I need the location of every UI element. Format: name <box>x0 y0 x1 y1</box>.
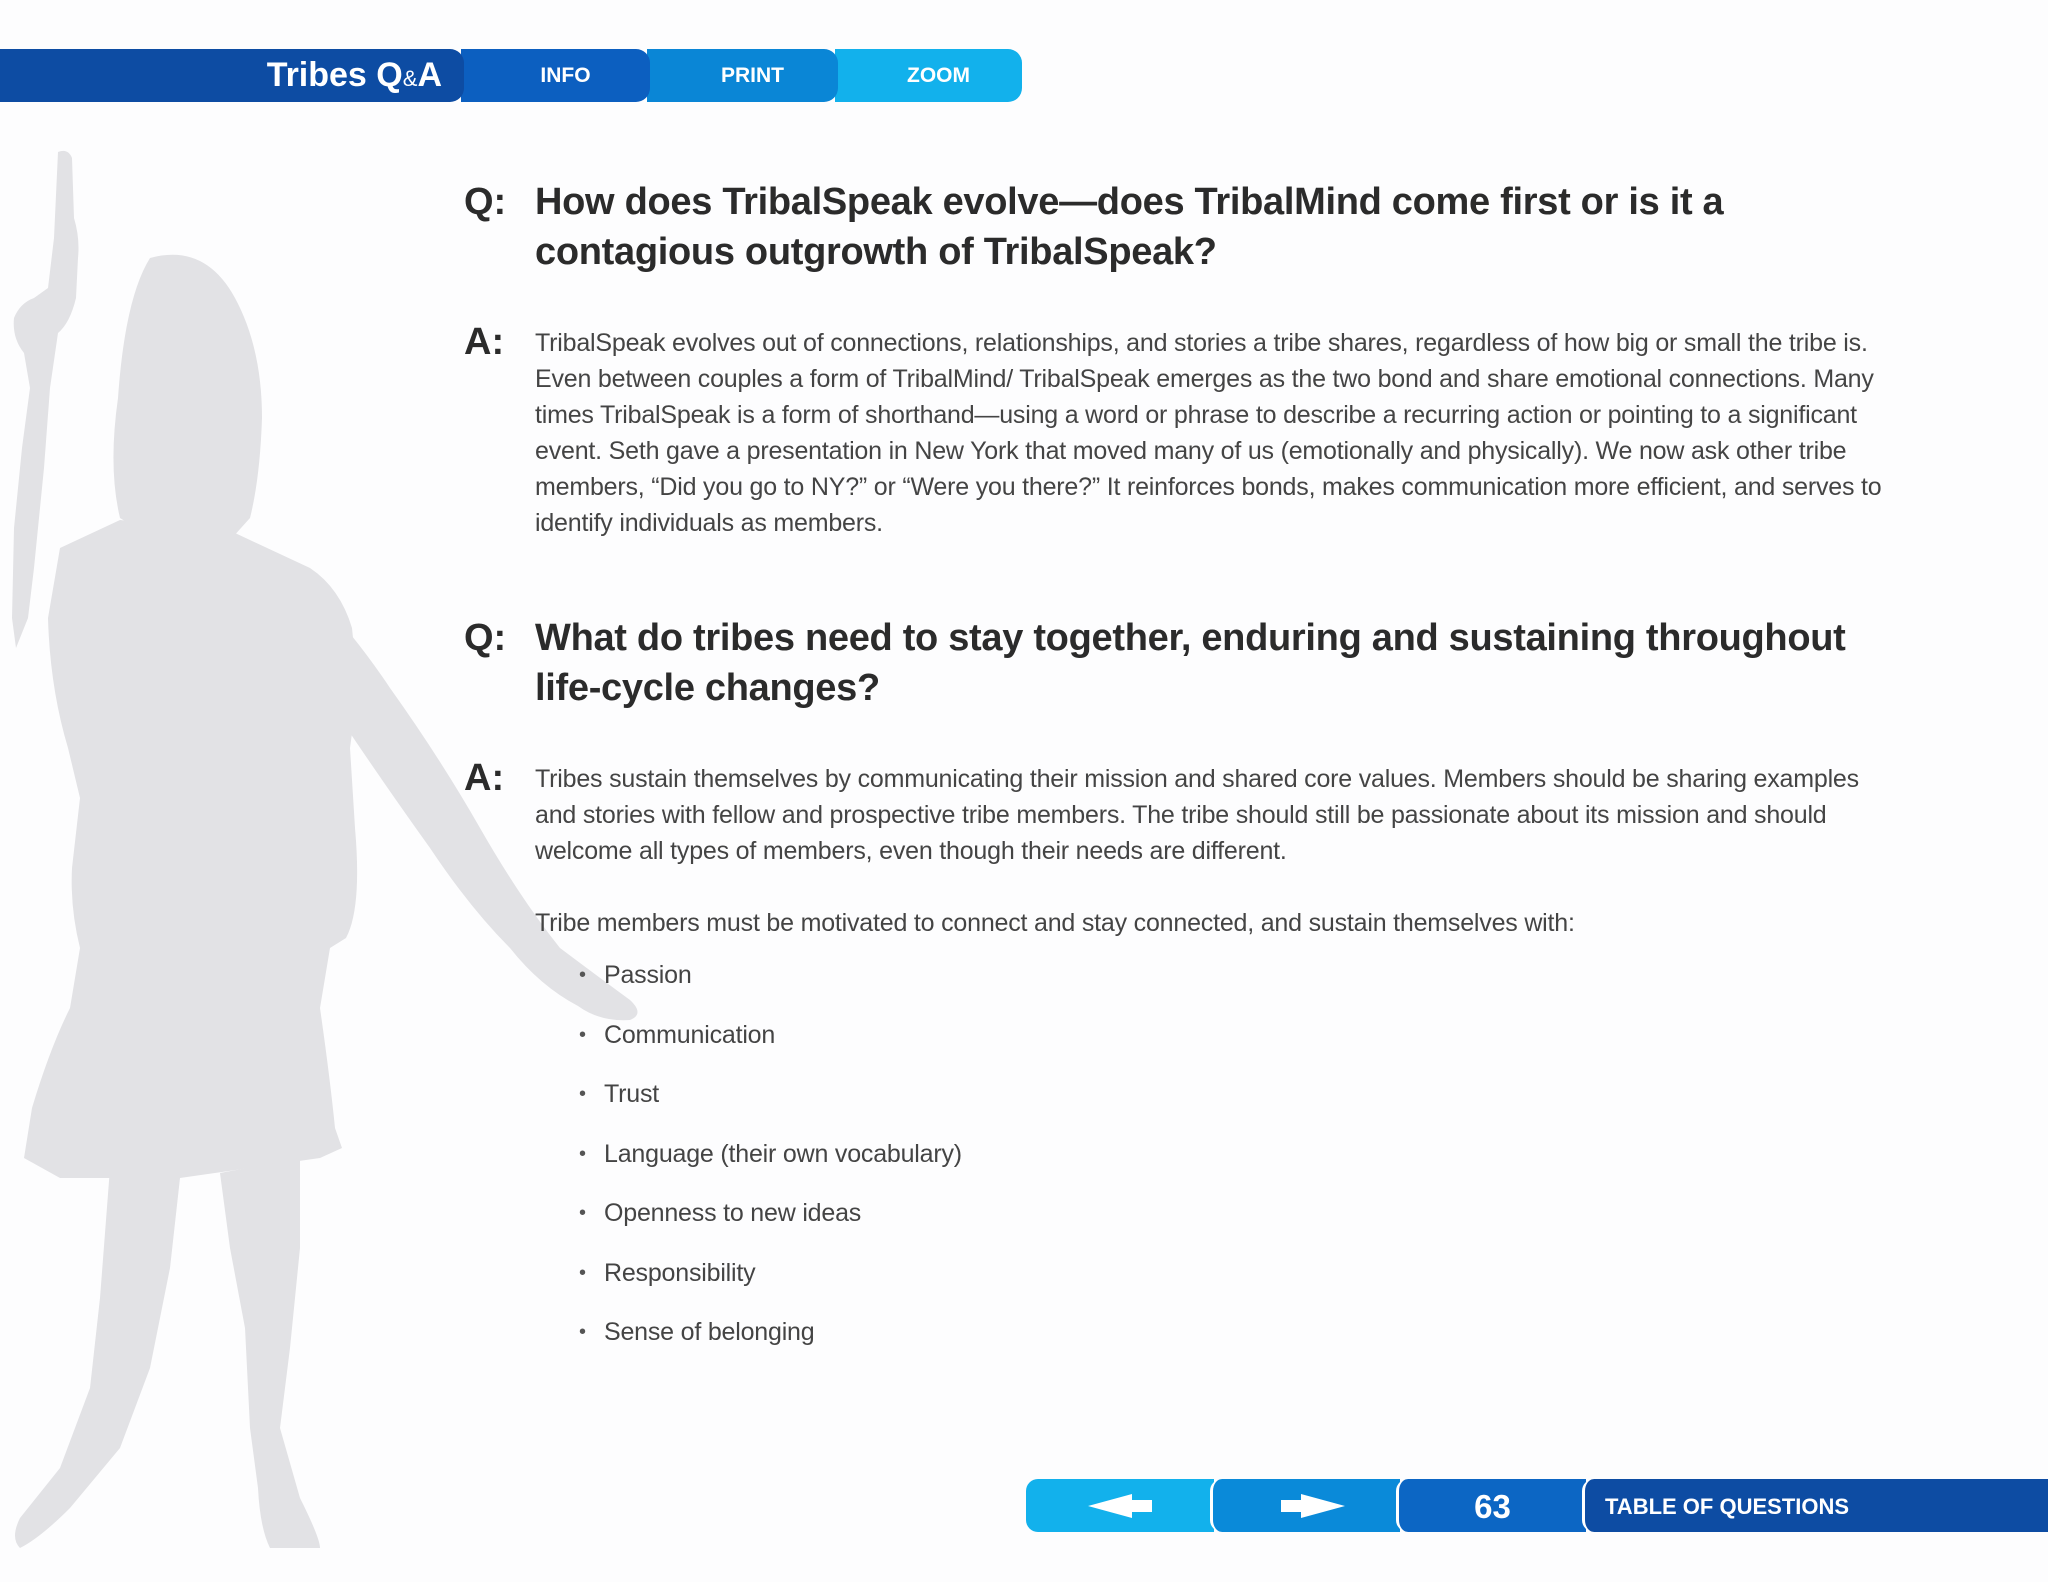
list-item <box>535 1017 1884 1077</box>
list-item <box>535 1076 1884 1136</box>
list-item <box>535 1255 1884 1315</box>
question-2-text: What do tribes need to stay together, enduring and sustaining throughout life-cycle changes? <box>535 617 1846 709</box>
bullet-dot: • <box>579 1321 586 1343</box>
bullet-dot: • <box>579 1083 586 1105</box>
tab-zoom[interactable]: ZOOM <box>832 49 1022 102</box>
answer-2-paragraph-1: Tribes sustain themselves by communicating their mission and shared core values. Members should be sharing examples and stories with fellow and prospective tribe members. The tribe should still be passionate about its mission and should welcome all types of members, even though their needs are different. <box>535 765 1859 865</box>
answer-2 <box>464 757 1884 1374</box>
table-of-questions-button[interactable]: TABLE OF QUESTIONS <box>1582 1479 2048 1532</box>
bullet-dot: • <box>579 1202 586 1224</box>
next-page-button[interactable] <box>1210 1479 1400 1532</box>
tab-print[interactable]: PRINT <box>644 49 838 102</box>
brand-title-part1: Tribes Q <box>266 56 403 94</box>
question-1 <box>464 177 1884 277</box>
list-item-label: Openness to new ideas <box>604 1199 862 1227</box>
list-item-label: Trust <box>604 1080 660 1108</box>
page-number: 63 <box>1396 1479 1586 1532</box>
answer-marker: A: <box>464 757 505 799</box>
sustain-list <box>535 957 1884 1374</box>
question-1-text: How does TribalSpeak evolve—does TribalMind come first or is it a contagious outgrowth of TribalSpeak? <box>535 181 1724 273</box>
answer-marker: A: <box>464 321 505 363</box>
list-item-label: Responsibility <box>604 1258 756 1287</box>
list-item-label: Passion <box>604 961 692 989</box>
answer-1-paragraph-1: TribalSpeak evolves out of connections, relationships, and stories a tribe shares, regardless of how big or small the tribe is. Even between couples a form of TribalMind/ TribalSpeak emerges as the two bond and share emotional connections. Many times TribalSpeak is a form of shorthand—using a word or phrase to describe a recurring action or pointing to a significant event. Seth gave a presentation in New York that moved many of us (emotionally and physically). We now ask other tribe members, “Did you go to NY?” or “Were you there?” It reinforces bonds, makes communication more efficient, and serves to identify individuals as members. <box>535 329 1882 537</box>
brand-title[interactable] <box>0 49 464 102</box>
top-navigation-bar <box>0 49 1022 102</box>
bullet-dot: • <box>579 1261 586 1284</box>
bullet-dot: • <box>579 1142 586 1165</box>
question-2 <box>464 613 1884 713</box>
question-marker: Q: <box>464 181 507 223</box>
list-item <box>535 1195 1884 1255</box>
list-item <box>535 1314 1884 1374</box>
answer-2-text <box>535 761 1884 1374</box>
question-marker: Q: <box>464 617 507 659</box>
list-item-label: Language (their own vocabulary) <box>604 1139 962 1168</box>
answer-1 <box>464 321 1884 541</box>
answer-1-text <box>535 325 1884 541</box>
list-item <box>535 1136 1884 1196</box>
answer-2-paragraph-2: Tribe members must be motivated to connect and stay connected, and sustain themselves with: <box>535 909 1575 937</box>
list-item-label: Sense of belonging <box>604 1318 815 1346</box>
bullet-dot: • <box>579 1023 586 1046</box>
bottom-navigation-bar <box>1026 1479 2048 1532</box>
right-arrow-icon <box>1281 1494 1345 1518</box>
left-arrow-icon <box>1088 1494 1152 1518</box>
list-item <box>535 957 1884 1017</box>
list-item-label: Communication <box>604 1020 776 1049</box>
tab-info[interactable]: INFO <box>458 49 650 102</box>
bullet-dot: • <box>579 964 586 986</box>
brand-title-part2: A <box>417 56 442 94</box>
brand-title-ampersand: & <box>402 66 418 91</box>
previous-page-button[interactable] <box>1026 1479 1214 1532</box>
